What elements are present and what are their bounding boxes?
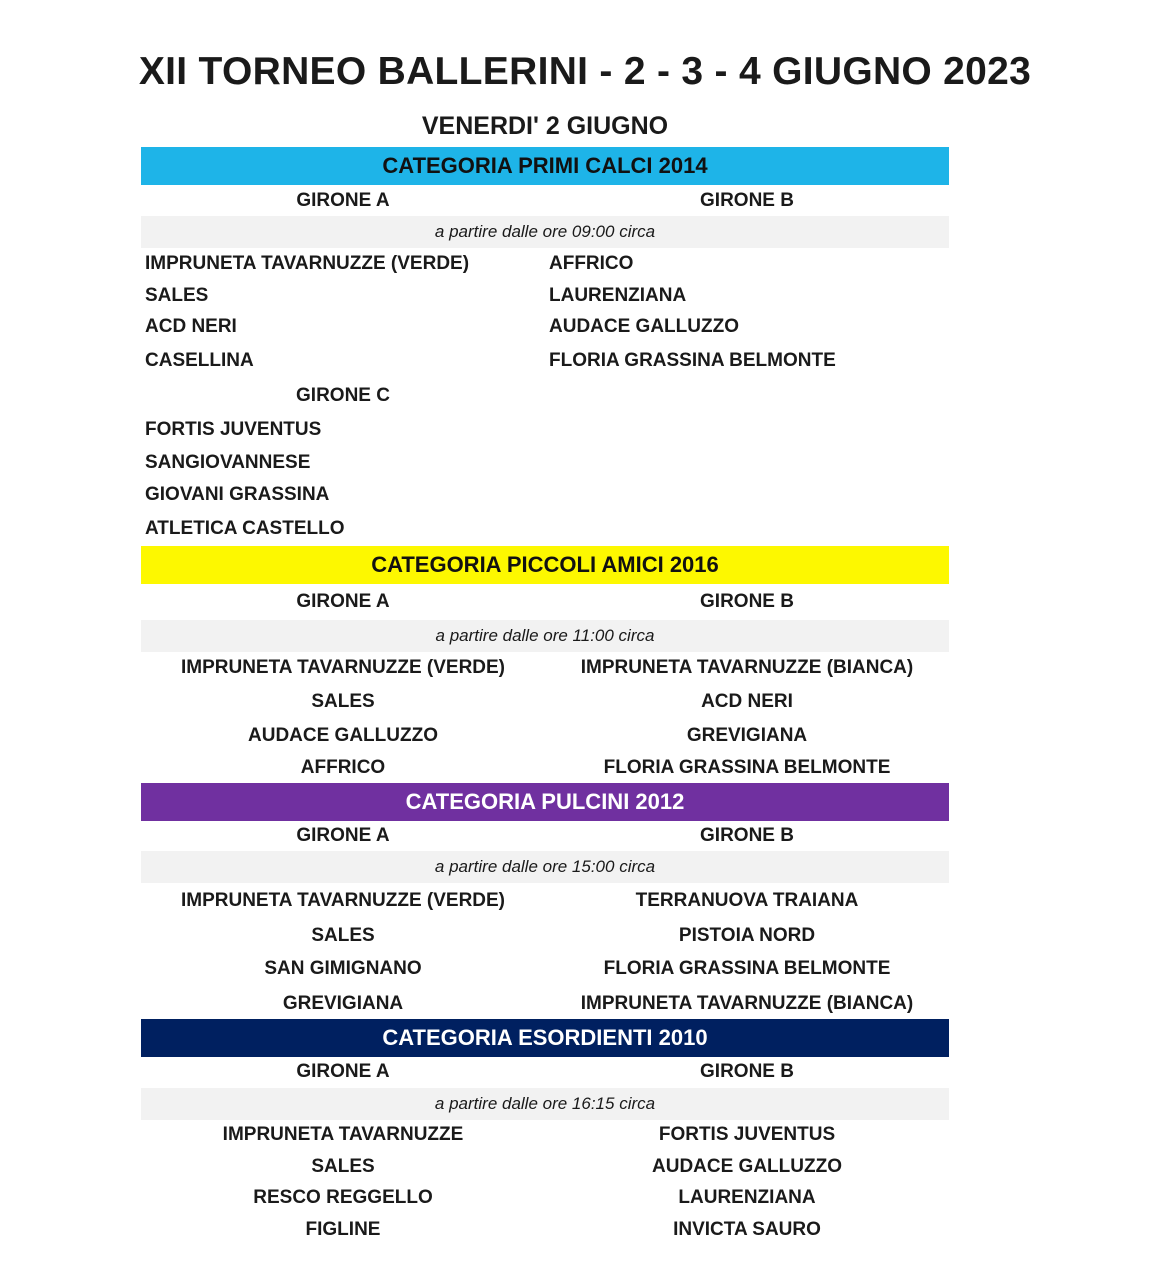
team-name: IMPRUNETA TAVARNUZZE (BIANCA) xyxy=(580,657,914,678)
girone-a-heading: GIRONE A xyxy=(296,1061,390,1082)
category-banner-esordienti: CATEGORIA ESORDIENTI 2010 xyxy=(141,1019,949,1057)
team-name: FORTIS JUVENTUS xyxy=(658,1124,836,1145)
team-name: AUDACE GALLUZZO xyxy=(248,725,438,746)
team-name: FLORIA GRASSINA BELMONTE xyxy=(603,757,891,778)
start-time-bar: a partire dalle ore 09:00 circa xyxy=(141,216,949,248)
team-name: ACD NERI xyxy=(701,691,793,712)
category-banner-piccoli-amici: CATEGORIA PICCOLI AMICI 2016 xyxy=(141,546,949,584)
team-name: FLORIA GRASSINA BELMONTE xyxy=(549,350,836,371)
start-time-bar: a partire dalle ore 16:15 circa xyxy=(141,1088,949,1120)
girone-b-heading: GIRONE B xyxy=(700,825,794,846)
team-name: SALES xyxy=(311,925,375,946)
team-name: CASELLINA xyxy=(145,350,254,371)
team-name: ATLETICA CASTELLO xyxy=(145,518,345,539)
team-name: SALES xyxy=(311,691,375,712)
team-name: AFFRICO xyxy=(549,253,634,274)
team-name: FLORIA GRASSINA BELMONTE xyxy=(603,958,891,979)
team-name: GREVIGIANA xyxy=(282,993,404,1014)
team-name: AFFRICO xyxy=(300,757,386,778)
team-name: LAURENZIANA xyxy=(678,1187,816,1208)
team-name: SANGIOVANNESE xyxy=(145,452,311,473)
girone-a-heading: GIRONE A xyxy=(296,190,390,211)
team-name: FORTIS JUVENTUS xyxy=(145,419,322,440)
team-name: SAN GIMIGNANO xyxy=(264,958,422,979)
girone-b-heading: GIRONE B xyxy=(700,190,794,211)
day-heading: VENERDI' 2 GIUGNO xyxy=(421,112,669,140)
page-title: XII TORNEO BALLERINI - 2 - 3 - 4 GIUGNO 2023 xyxy=(138,50,1032,93)
start-time-bar: a partire dalle ore 15:00 circa xyxy=(141,851,949,883)
team-name: GIOVANI GRASSINA xyxy=(145,484,330,505)
team-name: IMPRUNETA TAVARNUZZE xyxy=(222,1124,464,1145)
category-banner-primi-calci: CATEGORIA PRIMI CALCI 2014 xyxy=(141,147,949,185)
team-name: IMPRUNETA TAVARNUZZE (VERDE) xyxy=(180,890,506,911)
girone-c-heading: GIRONE C xyxy=(296,385,390,406)
team-name: FIGLINE xyxy=(305,1219,381,1240)
team-name: TERRANUOVA TRAIANA xyxy=(635,890,859,911)
team-name: IMPRUNETA TAVARNUZZE (VERDE) xyxy=(180,657,506,678)
team-name: ACD NERI xyxy=(145,316,237,337)
girone-a-heading: GIRONE A xyxy=(296,825,390,846)
team-name: IMPRUNETA TAVARNUZZE (BIANCA) xyxy=(580,993,914,1014)
team-name: LAURENZIANA xyxy=(549,285,687,306)
team-name: IMPRUNETA TAVARNUZZE (VERDE) xyxy=(145,253,470,274)
team-name: SALES xyxy=(311,1156,375,1177)
girone-b-heading: GIRONE B xyxy=(700,1061,794,1082)
team-name: AUDACE GALLUZZO xyxy=(549,316,739,337)
team-name: SALES xyxy=(145,285,209,306)
team-name: GREVIGIANA xyxy=(686,725,808,746)
category-banner-pulcini: CATEGORIA PULCINI 2012 xyxy=(141,783,949,821)
team-name: PISTOIA NORD xyxy=(678,925,816,946)
team-name: AUDACE GALLUZZO xyxy=(652,1156,842,1177)
start-time-bar: a partire dalle ore 11:00 circa xyxy=(141,620,949,652)
girone-b-heading: GIRONE B xyxy=(700,591,794,612)
team-name: RESCO REGGELLO xyxy=(253,1187,433,1208)
girone-a-heading: GIRONE A xyxy=(296,591,390,612)
team-name: INVICTA SAURO xyxy=(673,1219,821,1240)
